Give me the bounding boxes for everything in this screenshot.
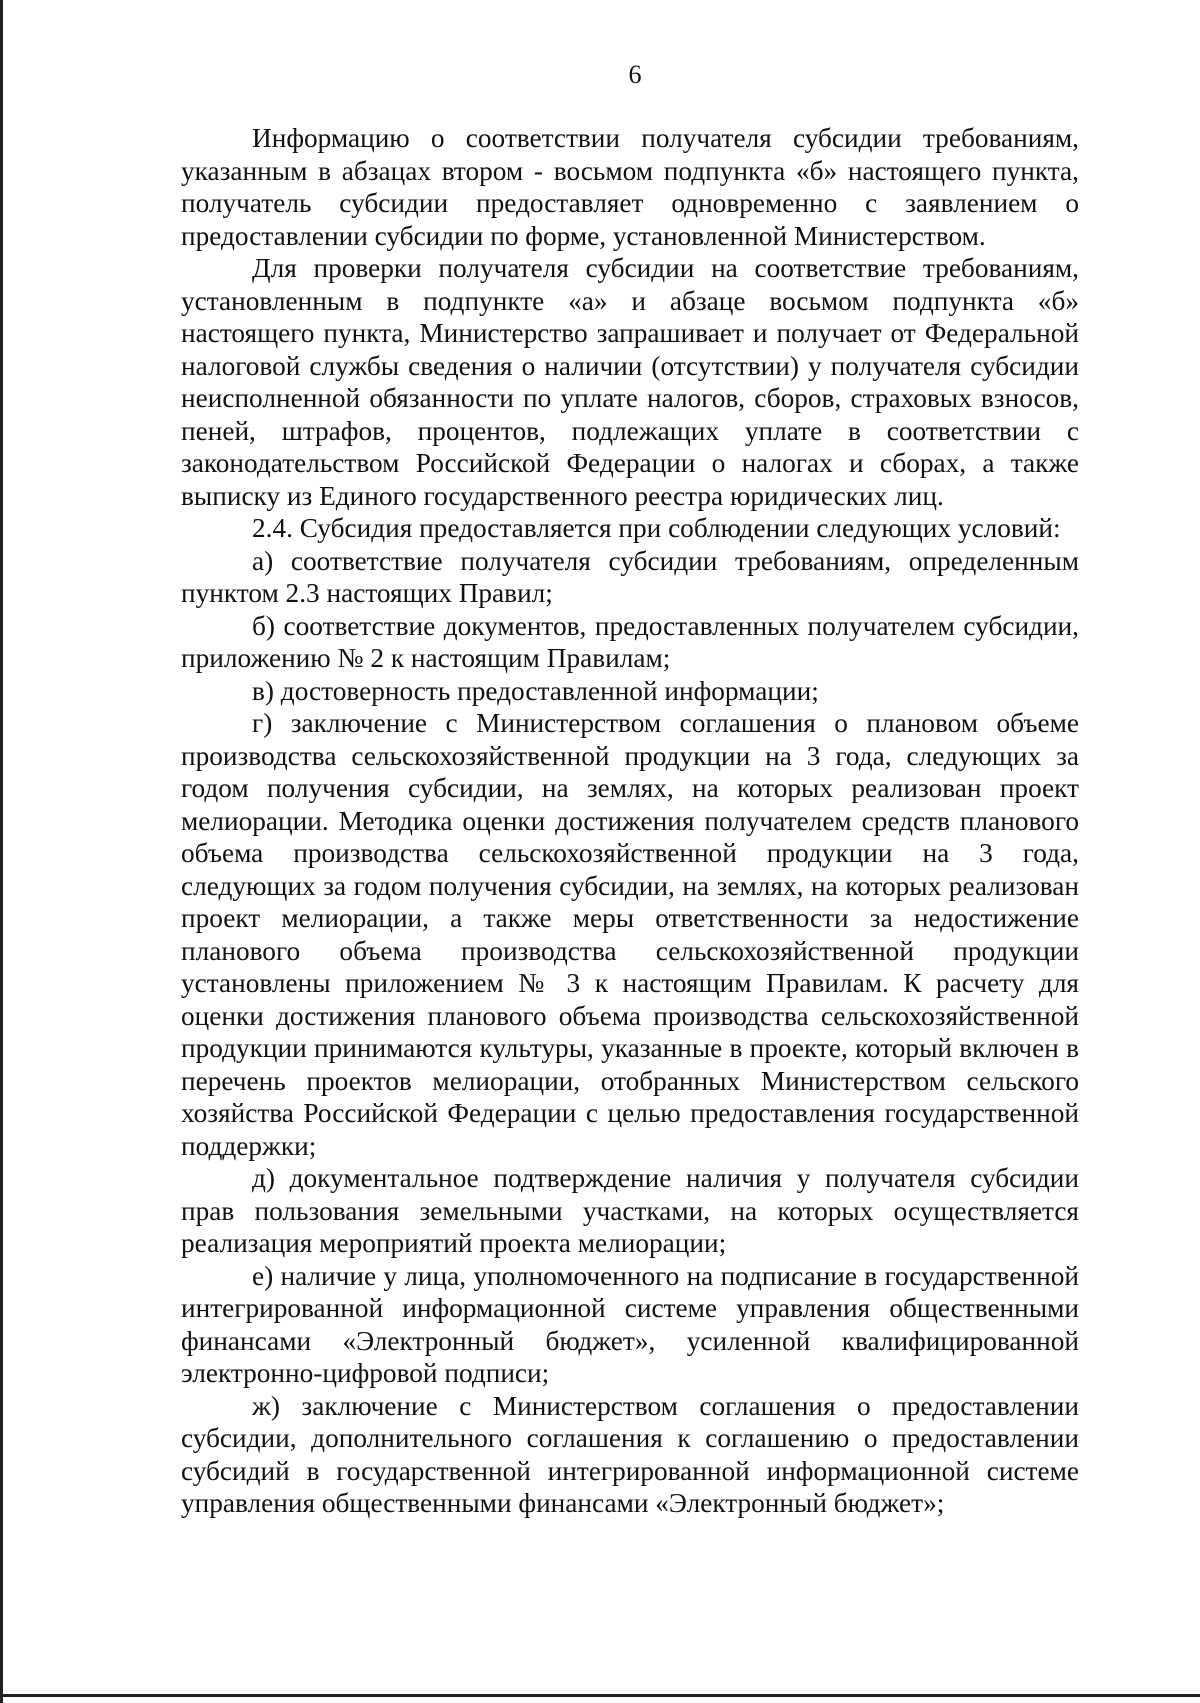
page-number: 6 [628,60,642,89]
paragraph-item-zh: ж) заключение с Министерством соглашения о предоставлении субсидии, дополнительного соглашения к соглашению о предоставлении субсидий в государственной интегрированной информационной системе управления общественными финансами «Электронный бюджет»; [181,1390,1079,1518]
paragraph-item-a: а) соответствие получателя субсидии требованиям, определенным пунктом 2.3 настоящих Правил; [181,545,1079,608]
paragraph-item-g: г) заключение с Министерством соглашения о плановом объеме производства сельскохозяйственной продукции на 3 года, следующих за годом получения субсидии, на землях, на которых реализован проект мелиорации. Методика оценки достижения получателем средств планового объема производства сельскохозяйственной продукции на 3 года, следующих за годом получения субсидии, на землях, на которых реализован проект мелиорации, а также меры ответственности за недостижение планового объема производства сельскохозяйственной продукции установлены приложением № 3 к настоящим Правилам. К расчету для оценки достижения планового объема производства сельскохозяйственной продукции принимаются культуры, указанные в проекте, который включен в перечень проектов мелиорации, отобранных Министерством сельского хозяйства Российской Федерации с целью предоставления государственной поддержки; [181,708,1079,1161]
scan-bottom-edge [0,1694,1200,1697]
paragraph-item-e: е) наличие у лица, уполномоченного на подписание в государственной интегрированной информационной системе управления общественными финансами «Электронный бюджет», усиленной квалифицированной электронно-цифровой подписи; [181,1260,1079,1388]
paragraph-verification: Для проверки получателя субсидии на соответствие требованиям, установленным в подпункте «а» и абзаце восьмом подпункта «б» настоящего пункта, Министерство запрашивает и получает от Федеральной налоговой службы сведения о наличии (отсутствии) у получателя субсидии неисполненной обязанности по уплате налогов, сборов, страховых взносов, пеней, штрафов, процентов, подлежащих уплате в соответствии с законодательством Российской Федерации о налогах и сборах, а также выписку из Единого государственного реестра юридических лиц. [181,253,1079,511]
document-body [181,122,1079,1520]
paragraph-info-requirements: Информацию о соответствии получателя субсидии требованиям, указанным в абзацах втором - восьмом подпункта «б» настоящего пункта, получатель субсидии предоставляет одновременно с заявлением о предоставлении субсидии по форме, установленной Министерством. [181,123,1079,251]
paragraph-2-4: 2.4. Субсидия предоставляется при соблюдении следующих условий: [252,513,1061,543]
paragraph-item-b: б) соответствие документов, предоставленных получателем субсидии, приложению № 2 к настоящим Правилам; [181,610,1079,673]
paragraph-item-v: в) достоверность предоставленной информации; [252,675,819,706]
paragraph-item-d: д) документальное подтверждение наличия у получателя субсидии прав пользования земельными участками, на которых осуществляется реализация мероприятий проекта мелиорации; [181,1163,1079,1258]
scan-left-edge [0,0,3,1703]
